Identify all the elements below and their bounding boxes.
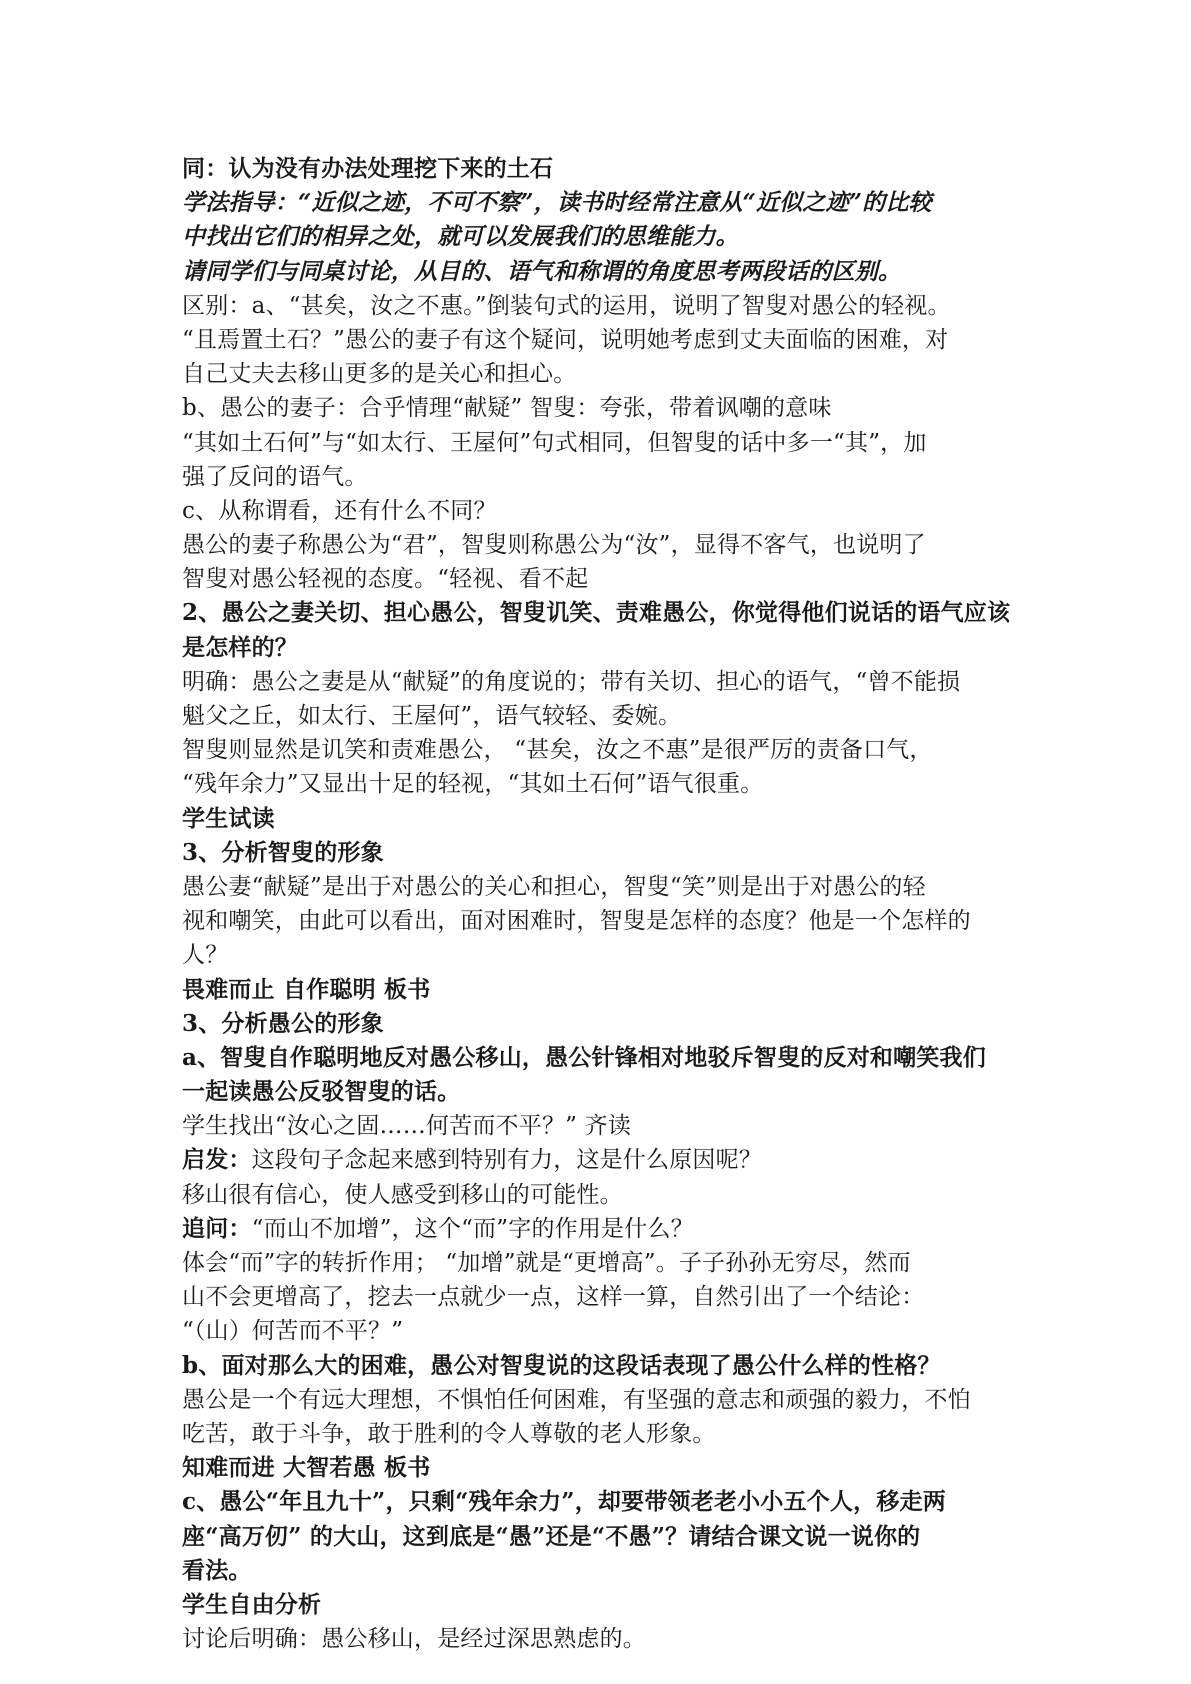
text-line [182,1349,1030,1383]
text-line [182,733,1030,767]
text-segment: 魁父之丘，如太行、王屋何”，语气较轻、委婉。 [182,703,682,729]
text-segment: b、面对那么大的困难，愚公对智叟说的这段话表现了愚公什么样的性格？ [182,1351,941,1379]
text-line [182,973,1030,1007]
text-segment: 同：认为没有办法处理挖下来的土石 [182,155,554,182]
text-line [182,836,1030,870]
text-segment: 3、分析愚公的形象 [182,1009,384,1037]
text-line [182,596,1030,630]
text-line [182,1485,1030,1519]
text-line [182,1314,1030,1348]
text-line [182,904,1030,938]
text-segment: 看法。 [182,1556,252,1584]
text-segment: 山不会更增高了，挖去一点就少一点，这样一算，自然引出了一个结论： [182,1284,925,1311]
text-segment: 座“高万仞” 的大山，这到底是“愚”还是“不愚”？请结合课文说一说你的 [182,1522,921,1550]
text-segment: 追问： [182,1214,252,1242]
text-line [182,1280,1030,1314]
text-line [182,255,1030,289]
text-line [182,1075,1030,1109]
text-segment: 强了反问的语气。 [182,463,368,490]
text-segment: 智叟对愚公轻视的态度。“轻视、看不起 [182,566,589,593]
text-segment: 愚公是一个有远大理想，不惧怕任何困难，有坚强的意志和顽强的毅力，不怕 [182,1386,971,1413]
text-line [182,220,1030,254]
text-segment: c、愚公“年且九十”，只剩“残年余力”，却要带领老老小小五个人，移走两 [182,1488,946,1516]
text-segment: “且焉置土石？”愚公的妻子有这个疑问，说明她考虑到丈夫面临的困难，对 [182,326,949,353]
text-line [182,870,1030,904]
text-line [182,802,1030,836]
text-segment: 2、愚公之妻关切、担心愚公，智叟讥笑、责难愚公，你觉得他们说话的语气应该 [182,599,1011,627]
text-segment: 讨论后明确：愚公移山，是经过深思熟虑的。 [182,1626,646,1653]
text-line [182,1554,1030,1588]
text-segment: 知难而进 大智若愚 板书 [182,1454,431,1482]
text-segment: 请同学们与同桌讨论，从目的、语气和称谓的角度思考两段话的区别。 [182,257,902,285]
text-segment: 吃苦，敢于斗争，敢于胜利的令人尊敬的老人形象。 [182,1420,716,1447]
text-line [182,665,1030,699]
text-line [182,631,1030,665]
text-line [182,460,1030,494]
text-line [182,357,1030,391]
text-line [182,528,1030,562]
text-segment: 畏难而止 自作聪明 板书 [182,975,431,1003]
text-line [182,1143,1030,1177]
text-segment: 一起读愚公反驳智叟的话。 [182,1078,461,1106]
text-line [182,1451,1030,1485]
text-line [182,1007,1030,1041]
text-segment: 3、分析智叟的形象 [182,838,384,866]
text-segment: 是怎样的？ [182,633,298,661]
text-segment: 愚公的妻子称愚公为“君”，智叟则称愚公为“汝”，显得不客气，也说明了 [182,532,926,559]
text-line [182,1520,1030,1554]
text-line [182,1178,1030,1212]
text-segment: “而山不加增”，这个“而”字的作用是什么？ [251,1215,694,1242]
text-segment: “残年余力”又显出十足的轻视，“其如土石何”语气很重。 [182,771,764,798]
text-line [182,152,1030,186]
text-segment: 这段句子念起来感到特别有力，这是什么原因呢？ [251,1147,763,1174]
text-line [182,938,1030,972]
text-line [182,1383,1030,1417]
text-segment: c、从称谓看，还有什么不同？ [182,497,497,524]
text-line [182,186,1030,220]
text-line [182,1588,1030,1622]
text-segment: a、智叟自作聪明地反对愚公移山，愚公针锋相对地驳斥智叟的反对和嘲笑我们 [182,1043,986,1071]
text-segment: 移山很有信心，使人感受到移山的可能性。 [182,1181,623,1208]
text-line [182,426,1030,460]
text-line [182,699,1030,733]
text-segment: 视和嘲笑，由此可以看出，面对困难时，智叟是怎样的态度？他是一个怎样的 [182,908,971,935]
document-page [182,152,1030,1656]
text-line [182,391,1030,425]
text-segment: 启发： [182,1146,252,1174]
text-line [182,494,1030,528]
text-segment: “其如土石何”与“如太行、王屋何”句式相同，但智叟的话中多一“其”，加 [182,429,927,456]
text-segment: 学法指导：“近似之迹，不可不察”，读书时经常注意从“近似之迹”的比较 [182,189,932,217]
text-segment: 人？ [182,942,229,969]
text-line [182,1246,1030,1280]
text-segment: 自己丈夫去移山更多的是关心和担心。 [182,361,577,388]
text-line [182,1417,1030,1451]
text-segment: 学生自由分析 [182,1590,322,1618]
text-line [182,562,1030,596]
text-segment: 智叟则显然是讥笑和责难愚公， “甚矣，汝之不惠”是很严厉的责备口气， [182,737,933,764]
text-line [182,1109,1030,1143]
text-segment: 学生找出“汝心之固……何苦而不平？” 齐读 [182,1113,632,1140]
text-segment: 中找出它们的相异之处，就可以发展我们的思维能力。 [182,223,739,251]
text-segment: 学生试读 [182,804,275,832]
text-segment: 区别：a、“甚矣，汝之不惠。”倒装句式的运用，说明了智叟对愚公的轻视。 [182,292,951,319]
text-line [182,1041,1030,1075]
text-segment: “（山）何苦而不平？” [182,1318,404,1345]
text-line [182,323,1030,357]
text-segment: b、愚公的妻子：合乎情理“献疑” 智叟：夸张，带着讽嘲的意味 [182,395,832,422]
text-line [182,1622,1030,1656]
text-line [182,767,1030,801]
text-segment: 体会“而”字的转折作用； “加增”就是“更增高”。子子孙孙无穷尽，然而 [182,1250,911,1276]
text-segment: 愚公妻“献疑”是出于对愚公的关心和担心，智叟“笑”则是出于对愚公的轻 [182,873,926,900]
text-line [182,289,1030,323]
text-segment: 明确：愚公之妻是从“献疑”的角度说的；带有关切、担心的语气，“曾不能损 [182,668,961,695]
text-line [182,1212,1030,1246]
